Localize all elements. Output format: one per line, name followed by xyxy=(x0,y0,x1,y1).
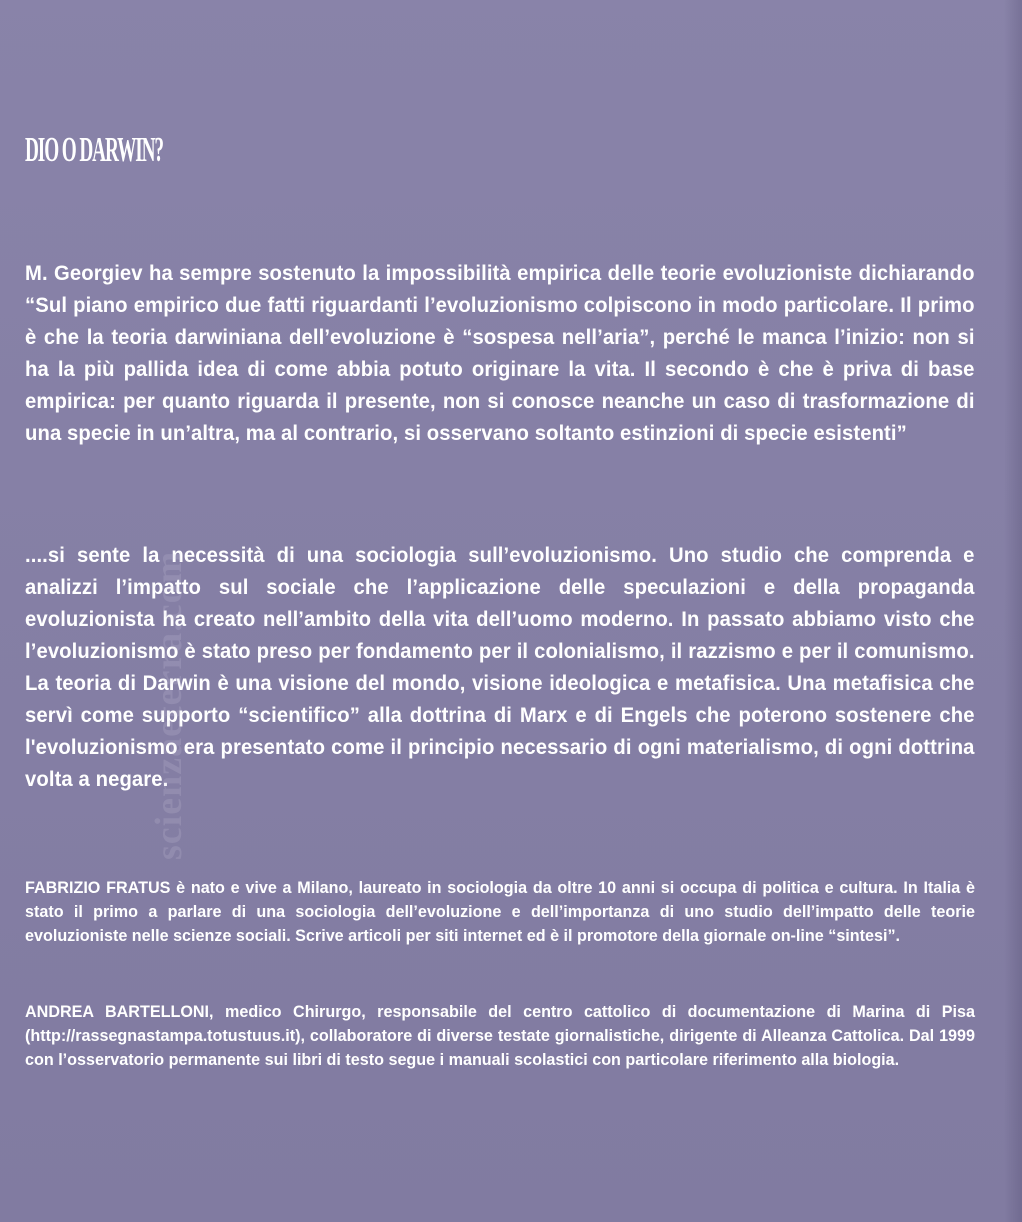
page-edge-shadow xyxy=(1004,0,1022,1222)
author-bio-fratus: FABRIZIO FRATUS è nato e vive a Milano, laureato in sociologia da oltre 10 anni si occupa di politica e cultura. In Italia è stato il primo a parlare di una sociologia dell’evoluzione e dell’importanza di uno studio dell’impatto delle teorie evoluzioniste nelle scienze sociali. Scrive articoli per siti internet ed è il promotore della giornale on-line “sintesi”. xyxy=(25,878,975,945)
sociology-paragraph: ....si sente la necessità di una sociologia sull’evoluzionismo. Uno studio che comprenda e analizzi l’impatto sul sociale che l’applicazione delle speculazioni e della propaganda evoluzionista ha creato nell’ambito della vita dell’uomo moderno. In passato abbiamo visto che l’evoluzionismo è stato preso per fondamento per il colonialismo, il razzismo e per il comunismo. La teoria di Darwin è una visione del mondo, visione ideologica e metafisica. Una metafisica che servì come supporto “scientifico” alla dottrina di Marx e di Engels che poterono sostenere che l'evoluzionismo era presentato come il principio necessario di ogni materialismo, di ogni dottrina volta a negare. xyxy=(25,544,975,791)
page-title: DIO O DARWIN? xyxy=(25,130,163,169)
author-bio-bartelloni: ANDREA BARTELLONI, medico Chirurgo, responsabile del centro cattolico di documentazione di Marina di Pisa (http://rassegnastampa.totustuus.it), collaboratore di diverse testate giornalistiche, dirigente di Alleanza Cattolica. Dal 1999 con l’osservatorio permanente sui libri di testo segue i manuali scolastici con particolare riferimento alla biologia. xyxy=(25,1002,975,1069)
site-watermark: scienzaeterra.com xyxy=(148,550,190,860)
intro-paragraph: M. Georgiev ha sempre sostenuto la impossibilità empirica delle teorie evoluzioniste dichiarando “Sul piano empirico due fatti riguardanti l’evoluzionismo colpiscono in modo particolare. Il primo è che la teoria darwiniana dell’evoluzione è “sospesa nell’aria”, perché le manca l’inizio: non si ha la più pallida idea di come abbia potuto originare la vita. Il secondo è che è priva di base empirica: per quanto riguarda il presente, non si conosce neanche un caso di trasformazione di una specie in un’altra, ma al contrario, si osservano soltanto estinzioni di specie esistenti” xyxy=(25,262,975,445)
